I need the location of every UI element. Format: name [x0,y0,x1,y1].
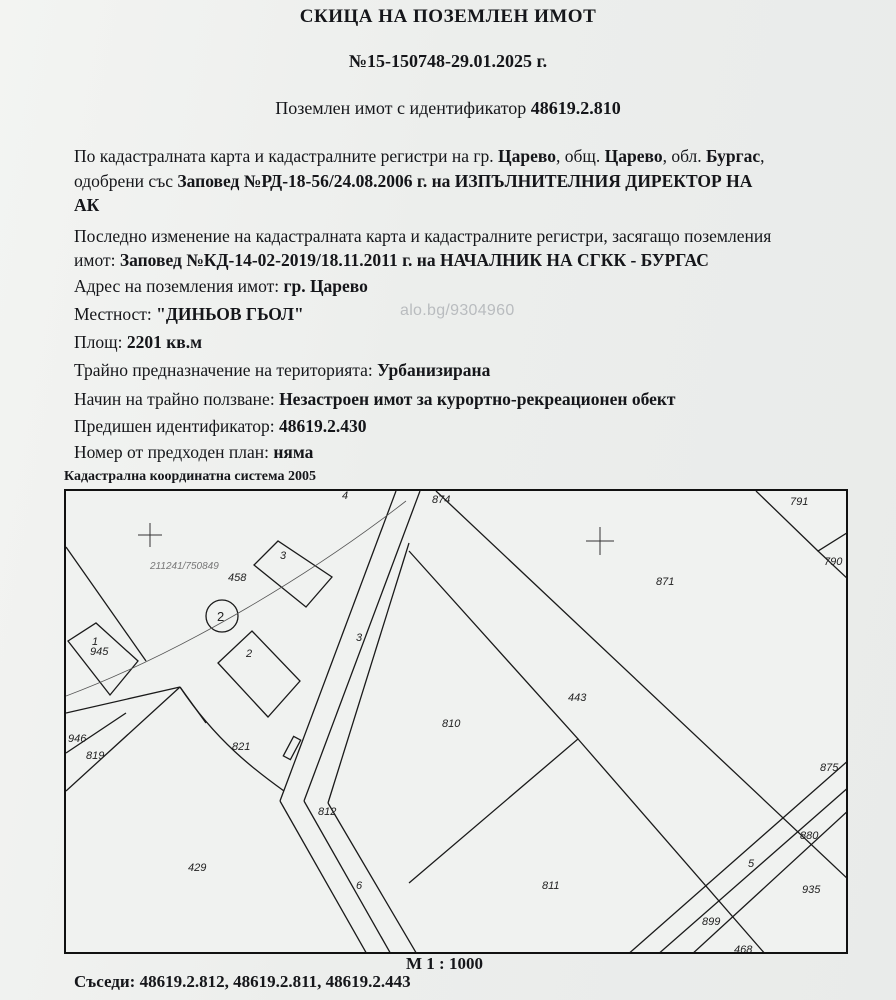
region-value: Бургас [706,146,761,166]
grid-cross-markers [138,523,614,555]
contour-line [66,501,406,696]
label-811: 811 [542,880,560,892]
label-building-3: 3 [280,550,287,562]
area-label: Площ: [74,332,127,352]
identifier-value: 48619.2.810 [530,98,621,118]
locality-label: Местност: [74,304,157,324]
strip-443-boundary [436,491,848,881]
label-899: 899 [702,916,721,928]
municipality-value: Царево [604,146,663,166]
small-structure [283,736,300,759]
identifier-label: Поземлен имот с идентификатор [275,98,527,118]
address-label: Адрес на поземления имот: [74,276,284,296]
label-443: 443 [568,692,587,704]
text-segment: По кадастралната карта и кадастралните регистри на гр. [74,146,499,166]
neighbors-line [74,972,411,992]
label-street-3: 3 [356,632,363,644]
last-change-order: Заповед №КД-14-02-2019/18.11.2011 г. на НАЧАЛНИК НА СГКК - БУРГАС [119,250,709,270]
locality-line [74,304,304,325]
label-874: 874 [432,494,451,506]
label-street-6: 6 [356,880,363,892]
purpose-label: Трайно предназначение на територията: [74,360,378,380]
cadastral-map-svg [66,491,848,954]
parcel-811-boundary [578,739,766,954]
label-935: 935 [802,884,821,896]
map-scale: М 1 : 1000 [406,954,483,973]
neighbors-value: 48619.2.812, 48619.2.811, 48619.2.443 [139,972,411,991]
text-segment: имот: [74,250,120,270]
street-line [328,803,418,954]
previous-id-label: Предишен идентификатор: [74,416,280,436]
boundary-line [66,687,180,713]
approval-order: Заповед №РД-18-56/24.08.2006 г. на ИЗПЪЛНИТЕЛНИЯ ДИРЕКТОР НА [177,171,753,191]
label-945: 945 [90,646,109,658]
grid-cross-icon [138,523,162,547]
locality-value: "ДИНЬОВ ГЬОЛ" [156,304,304,324]
label-458: 458 [228,572,247,584]
text-segment: , [760,146,765,166]
street-line [304,491,420,801]
label-810: 810 [442,718,461,730]
previous-plan-line [74,442,313,463]
label-791: 791 [790,496,809,508]
strip-5-boundary [626,759,848,954]
building-2 [218,631,300,717]
document-number: №15-150748-29.01.2025 г. [348,51,548,71]
cadastral-line-3 [74,195,99,216]
text-segment: , обл. [662,146,707,166]
label-building-2: 2 [246,648,253,660]
previous-id-line [74,416,367,437]
label-819: 819 [86,750,105,762]
text-segment: одобрени със [74,171,178,191]
cadastral-map [64,489,848,954]
previous-plan-value: няма [273,442,314,462]
previous-id-value: 48619.2.430 [279,416,367,436]
approval-order-cont: АК [74,195,100,215]
document-title: СКИЦА НА ПОЗЕМЛЕН ИМОТ [299,6,597,27]
boundary-line [66,547,146,661]
neighbors-label: Съседи: [74,972,140,991]
label-871: 871 [656,576,675,588]
street-line [328,543,409,803]
label-4: 4 [342,491,349,502]
label-946: 946 [68,733,87,745]
purpose-value: Урбанизирана [377,360,491,380]
area-value: 2201 кв.м [126,332,203,352]
area-line [74,332,202,353]
purpose-line [74,360,490,381]
label-880: 880 [800,830,819,842]
label-790: 790 [824,556,843,568]
label-building-1: 1 [92,636,99,648]
usage-value: Незастроен имот за курортно-рекреационен обект [279,389,676,409]
strip-5-boundary [656,786,848,954]
last-change-line-2 [74,250,709,271]
coordinate-system-label: Кадастрална координатна система 2005 [64,469,316,484]
cadastral-line-2 [74,171,752,192]
cadastral-line-1 [74,146,765,167]
usage-label: Начин на трайно ползване: [74,389,280,409]
label-875: 875 [820,762,839,774]
coordinate-label: 211241/750849 [150,561,219,572]
last-change-line-1: Последно изменение на кадастралната карта и кадастралните регистри, засягащо поземления [74,226,772,246]
label-468: 468 [734,944,753,956]
street-line [280,801,368,954]
label-429: 429 [188,862,207,874]
street-line [304,801,392,954]
previous-plan-label: Номер от предходен план: [74,442,274,462]
label-circle-2: 2 [217,609,225,624]
label-821: 821 [232,741,251,753]
road-curve [180,687,284,791]
boundary-line [180,687,206,723]
property-identifier [0,98,896,119]
usage-line [74,389,676,410]
watermark: alo.bg/9304960 [400,302,515,319]
address-line [74,276,368,297]
text-segment: , общ. [555,146,605,166]
address-value: гр. Царево [283,276,368,296]
town-value: Царево [498,146,556,166]
label-812: 812 [318,806,337,818]
street-line [280,491,396,801]
label-street-5: 5 [748,858,755,870]
grid-cross-icon [586,527,614,555]
